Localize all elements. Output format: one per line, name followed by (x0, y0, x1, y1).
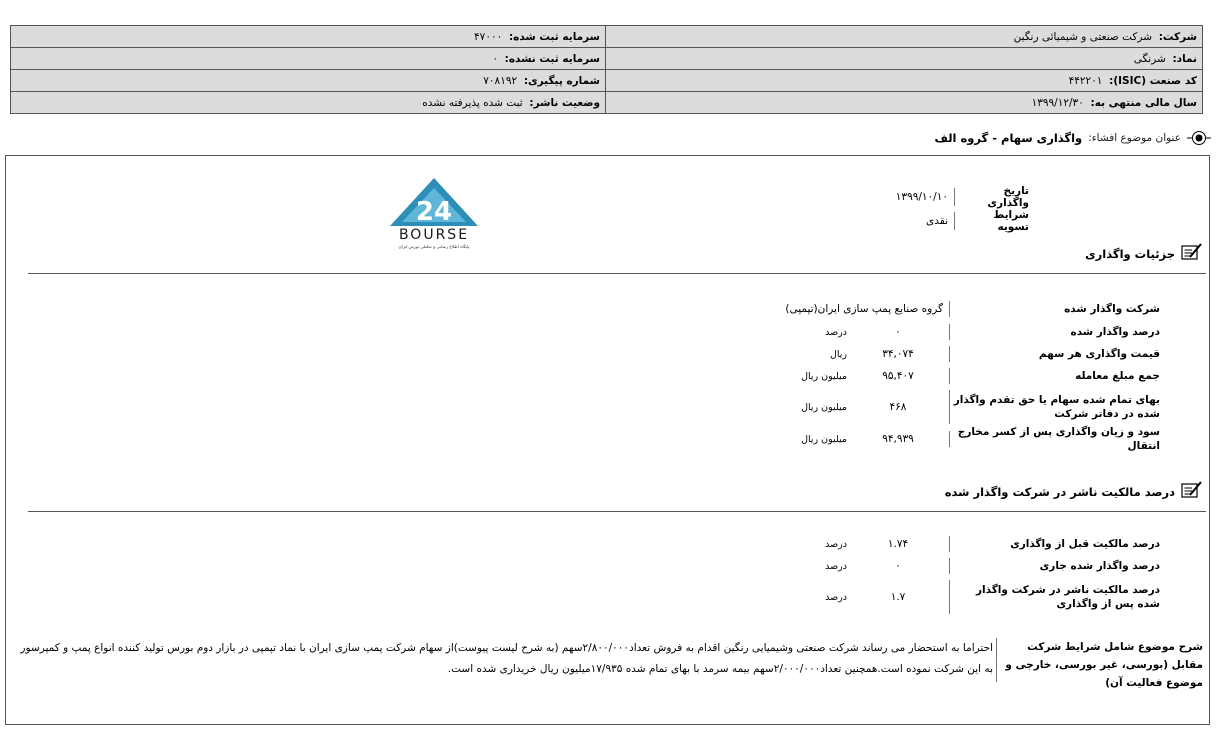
detail-value: ۹۵,۴۰۷ (882, 370, 914, 382)
logo-mark: 24 (415, 197, 453, 227)
divider (949, 346, 950, 362)
ownership-unit: درصد (825, 591, 847, 603)
ownership-unit: درصد (825, 538, 847, 550)
company-cell (606, 26, 1203, 48)
detail-row (791, 389, 1163, 425)
settlement-value: نقدی (926, 215, 948, 227)
edit-note-icon (1181, 481, 1203, 502)
divider (949, 558, 950, 574)
settlement-field (866, 209, 1029, 233)
unreg-capital-value: ۰ (492, 52, 498, 65)
disclosure-subject (935, 130, 1212, 146)
detail-value: ۰ (895, 326, 901, 338)
logo-tagline: پایگاه اطلاع رسانی و تحلیلی بورس ایران (398, 244, 470, 249)
detail-label: قیمت واگذاری هر سهم (1038, 348, 1160, 360)
tracking-cell (11, 70, 606, 92)
detail-row (791, 345, 1163, 363)
divider (949, 580, 950, 614)
info-row (11, 26, 1203, 48)
isic-value: ۴۴۲۲۰۱ (1068, 74, 1103, 87)
section-title: درصد مالکیت ناشر در شرکت واگذار شده (944, 484, 1175, 499)
detail-label: سود و زیان واگذاری پس از کسر مخارج انتقال (957, 426, 1160, 452)
description-label: شرح موضوع شامل شرایط شرکت مقابل (بورسی، غیر بورسی، خارجی و موضوع فعالیت آن) (1005, 641, 1203, 689)
tracking-value: ۷۰۸۱۹۲ (483, 74, 518, 87)
ownership-unit: درصد (825, 560, 847, 572)
ownership-value: ۱.۷ (890, 591, 906, 603)
unreg-capital-label: سرمایه ثبت نشده: (504, 52, 600, 65)
ownership-label: درصد واگذار شده جاری (1039, 560, 1160, 572)
ownership-value: ۱.۷۴ (887, 538, 909, 550)
section-divider (28, 273, 1206, 274)
divider (949, 368, 950, 384)
detail-unit: درصد (825, 326, 847, 338)
unreg-capital-cell (11, 48, 606, 70)
publisher-cell (11, 92, 606, 114)
info-row (11, 48, 1203, 70)
company-value: شرکت صنعتی و شیمیائی رنگین (1013, 30, 1153, 43)
ownership-row (791, 579, 1163, 615)
detail-value: ۹۴,۹۳۹ (882, 433, 914, 445)
publisher-value: ثبت شده پذیرفته نشده (422, 96, 523, 109)
divider (996, 638, 997, 682)
detail-label: شرکت واگذار شده (1064, 303, 1160, 315)
section-divider (28, 511, 1206, 512)
divider (949, 324, 950, 340)
fiscal-label: سال مالی منتهی به: (1090, 96, 1197, 109)
capital-label: سرمایه ثبت شده: (508, 30, 600, 43)
bourse24-logo (386, 178, 482, 250)
description-field (13, 638, 1203, 692)
isic-label: کد صنعت (ISIC): (1109, 74, 1197, 87)
detail-label: درصد واگذار شده (1070, 326, 1160, 338)
transfer-date-field (866, 185, 1029, 209)
capital-cell (11, 26, 606, 48)
detail-row (791, 426, 1163, 452)
logo-wordmark: BOURSE (398, 227, 470, 243)
publisher-label: وضعیت ناشر: (529, 96, 600, 109)
subject-prefix: عنوان موضوع افشاء: (1088, 132, 1181, 144)
ownership-label: درصد مالکیت ناشر در شرکت واگذار شده پس از واگذاری (975, 584, 1160, 610)
ownership-row (791, 535, 1163, 553)
detail-row (791, 323, 1163, 341)
ownership-row (791, 557, 1163, 575)
capital-value: ۴۷۰۰۰ (474, 30, 503, 43)
tracking-label: شماره پیگیری: (523, 74, 600, 87)
symbol-label: نماد: (1172, 52, 1197, 65)
ownership-label: درصد مالکیت قبل از واگذاری (1010, 538, 1160, 550)
fiscal-cell (606, 92, 1203, 114)
info-row (11, 92, 1203, 114)
detail-unit: ریال (829, 348, 847, 360)
subject-title: واگذاری سهام - گروه الف (934, 131, 1083, 145)
detail-unit: میلیون ریال (801, 370, 847, 382)
divider (954, 212, 955, 230)
detail-label: بهای تمام شده سهام یا حق تقدم واگذار شده در دفاتر شرکت (953, 394, 1160, 420)
info-row (11, 70, 1203, 92)
company-label: شرکت: (1158, 30, 1197, 43)
fiscal-value: ۱۳۹۹/۱۲/۳۰ (1031, 96, 1084, 109)
company-info-table (10, 25, 1203, 114)
detail-unit: میلیون ریال (801, 433, 847, 445)
transfer-date-value: ۱۳۹۹/۱۰/۱۰ (895, 191, 948, 203)
divider (954, 188, 955, 206)
detail-value: ۳۴,۰۷۴ (882, 348, 914, 360)
detail-label: جمع مبلغ معامله (1075, 370, 1160, 382)
divider (949, 431, 950, 447)
transfer-date-label: تاریخ واگذاری (987, 185, 1029, 209)
divider (949, 390, 950, 424)
target-icon (1187, 130, 1211, 146)
symbol-cell (606, 48, 1203, 70)
detail-value: گروه صنایع پمپ سازی ایران(تپمپی) (785, 303, 943, 315)
section-title: جزئیات واگذاری (1085, 246, 1175, 261)
symbol-value: شرنگی (1133, 52, 1166, 65)
section-transfer-details (1085, 243, 1203, 264)
divider (949, 301, 950, 317)
detail-row (791, 367, 1163, 385)
detail-row (785, 300, 1163, 318)
ownership-value: ۰ (895, 560, 901, 572)
edit-note-icon (1181, 243, 1203, 264)
isic-cell (606, 70, 1203, 92)
detail-unit: میلیون ریال (801, 401, 847, 413)
settlement-label: شرایط تسویه (993, 209, 1029, 233)
description-text: احتراما به استحضار می رساند شرکت صنعتی وشیمیایی رنگین اقدام به فروش تعداد۲/۸۰۰/۰۰۰سهم (به شرح لیست پیوست)از سهام شرکت پمپ سازی ایران با نماد تپمپی در بازار دوم بورس تولید کننده انواع پمپ و کمپرسور به این شرکت نموده است.همچنین تعداد۲/۰۰۰/۰۰۰سهم بیمه سرمد با بهای تمام شده ۱۷/۹۳۵میلیون ریال خریداری شده است. (20, 642, 993, 675)
section-ownership (945, 481, 1203, 502)
detail-value: ۴۶۸ (889, 401, 907, 413)
divider (949, 536, 950, 552)
